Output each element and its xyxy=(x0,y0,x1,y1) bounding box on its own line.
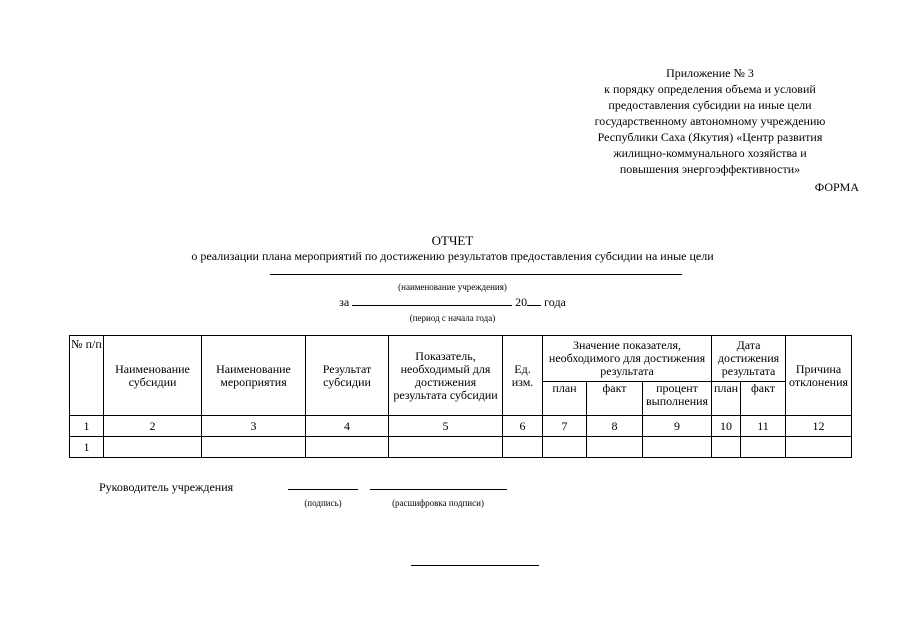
header-plan: план xyxy=(543,382,587,416)
period-year: 20 xyxy=(515,295,528,309)
column-number: 8 xyxy=(587,416,643,437)
period-caption: (период с начала года) xyxy=(409,313,496,323)
table-cell xyxy=(202,437,306,458)
column-number: 6 xyxy=(503,416,543,437)
column-number: 2 xyxy=(104,416,202,437)
period-prefix: за xyxy=(339,295,350,309)
table-cell xyxy=(741,437,786,458)
appendix-block xyxy=(560,65,860,177)
signature-decode-line xyxy=(370,489,507,490)
signature-line xyxy=(288,489,358,490)
header-percent: процент выполнения xyxy=(643,382,712,416)
table-cell xyxy=(543,437,587,458)
form-label: ФОРМА xyxy=(814,180,859,194)
header-date-fact: факт xyxy=(741,382,786,416)
column-number: 12 xyxy=(786,416,852,437)
appendix-line: повышения энергоэффективности» xyxy=(619,162,801,176)
table-cell: 1 xyxy=(70,437,104,458)
header-reason: Причина отклонения xyxy=(786,336,852,416)
header-result: Результат субсидии xyxy=(306,336,389,416)
institution-name-line xyxy=(270,274,682,275)
header-fact: факт xyxy=(587,382,643,416)
table-cell xyxy=(786,437,852,458)
period-line xyxy=(0,294,905,310)
appendix-line: жилищно-коммунального хозяйства и xyxy=(613,146,807,160)
table-cell xyxy=(587,437,643,458)
header-indicator: Показатель, необходимый для достижения результата субсидии xyxy=(389,336,503,416)
report-table xyxy=(69,335,852,458)
signature-label: Руководитель учреждения xyxy=(99,480,234,494)
institution-caption: (наименование учреждения) xyxy=(398,282,507,292)
column-number: 10 xyxy=(712,416,741,437)
header-date-group: Дата достижения результата xyxy=(712,336,786,382)
bottom-line xyxy=(411,565,539,566)
column-number: 3 xyxy=(202,416,306,437)
column-number: 7 xyxy=(543,416,587,437)
table-cell xyxy=(389,437,503,458)
table-row xyxy=(70,437,852,458)
table-cell xyxy=(104,437,202,458)
header-event-name: Наименование мероприятия xyxy=(202,336,306,416)
report-title: ОТЧЕТ xyxy=(431,233,474,248)
table-cell xyxy=(503,437,543,458)
header-unit: Ед. изм. xyxy=(503,336,543,416)
header-num: № п/п xyxy=(70,336,104,416)
column-number-row xyxy=(70,416,852,437)
column-number: 1 xyxy=(70,416,104,437)
table-cell xyxy=(643,437,712,458)
appendix-line: предоставления субсидии на иные цели xyxy=(608,98,812,112)
appendix-line: Приложение № 3 xyxy=(666,66,754,80)
column-number: 5 xyxy=(389,416,503,437)
column-number: 4 xyxy=(306,416,389,437)
year-blank xyxy=(527,294,541,306)
header-value-group: Значение показателя, необходимого для достижения результата xyxy=(543,336,712,382)
column-number: 11 xyxy=(741,416,786,437)
signature-decode-caption: (расшифровка подписи) xyxy=(392,498,484,508)
appendix-line: Республики Саха (Якутия) «Центр развития xyxy=(597,130,823,144)
report-subtitle: о реализации плана мероприятий по достижению результатов предоставления субсидии на иные цели xyxy=(191,249,714,263)
appendix-line: к порядку определения объема и условий xyxy=(604,82,816,96)
header-date-plan: план xyxy=(712,382,741,416)
appendix-line: государственному автономному учреждению xyxy=(594,114,826,128)
column-number: 9 xyxy=(643,416,712,437)
table-cell xyxy=(712,437,741,458)
header-subsidy-name: Наименование субсидии xyxy=(104,336,202,416)
table-cell xyxy=(306,437,389,458)
signature-caption: (подпись) xyxy=(304,498,342,508)
period-blank xyxy=(352,294,512,306)
period-suffix: года xyxy=(544,295,566,309)
